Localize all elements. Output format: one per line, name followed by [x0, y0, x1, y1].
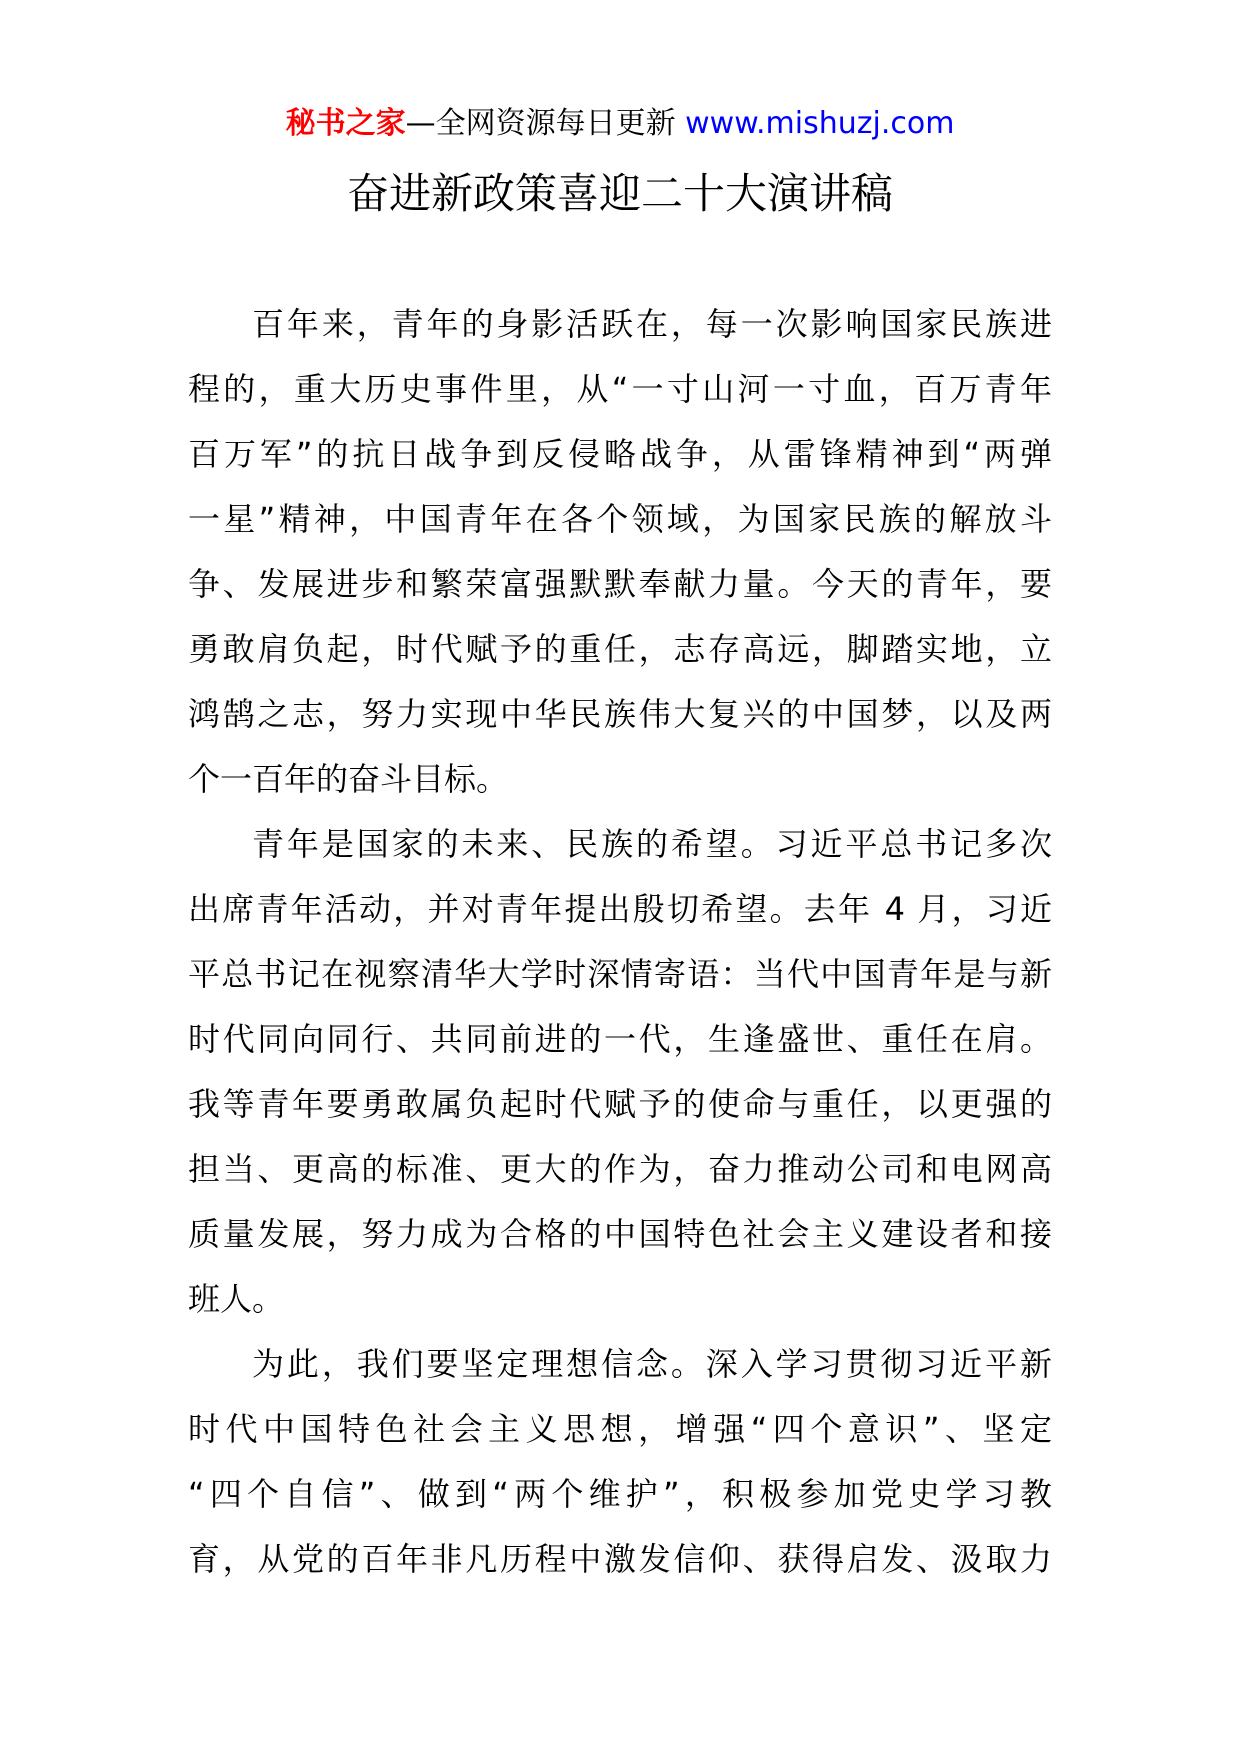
site-header — [0, 100, 1240, 148]
site-tagline: —全网资源每日更新 — [405, 106, 676, 141]
paragraph-2 — [188, 812, 1052, 1332]
text-line: 个一百年的奋斗目标。 — [188, 760, 509, 798]
text-line: 百万军”的抗日战争到反侵略战争，从雷锋精神到“两弹 — [188, 435, 1052, 473]
text-line: 班人。 — [188, 1280, 285, 1318]
text-line: 担当、更高的标准、更大的作为，奋力推动公司和电网高 — [188, 1150, 1052, 1188]
paragraph-1 — [188, 292, 1052, 812]
paragraph-3 — [188, 1332, 1052, 1592]
text-line: 争、发展进步和繁荣富强默默奉献力量。今天的青年，要 — [188, 565, 1052, 603]
text-line: 质量发展，努力成为合格的中国特色社会主义建设者和接 — [188, 1215, 1052, 1253]
text-line: “四个自信”、做到“两个维护”，积极参加党史学习教 — [188, 1475, 1052, 1513]
text-line: 我等青年要勇敢属负起时代赋予的使命与重任，以更强的 — [188, 1085, 1052, 1123]
site-name: 秘书之家 — [285, 106, 406, 141]
text-line: 时代同向同行、共同前进的一代，生逢盛世、重任在肩。 — [188, 1020, 1052, 1058]
document-title: 奋进新政策喜迎二十大演讲稿 — [346, 169, 893, 218]
text-line: 百年来，青年的身影活跃在，每一次影响国家民族进 — [252, 305, 1052, 343]
text-line: 鸿鹄之志，努力实现中华民族伟大复兴的中国梦，以及两 — [188, 695, 1052, 733]
text-line: 程的，重大历史事件里，从“一寸山河一寸血，百万青年 — [188, 370, 1052, 408]
text-line: 时代中国特色社会主义思想，增强“四个意识”、坚定 — [188, 1410, 1052, 1448]
text-line: 一星”精神，中国青年在各个领域，为国家民族的解放斗 — [188, 500, 1052, 538]
document-body — [188, 292, 1052, 1592]
site-url-link[interactable]: www.mishuzj.com — [685, 106, 955, 141]
text-line: 育，从党的百年非凡历程中激发信仰、获得启发、汲取力 — [188, 1540, 1052, 1578]
text-line: 勇敢肩负起，时代赋予的重任，志存高远，脚踏实地，立 — [188, 630, 1052, 668]
text-line: 平总书记在视察清华大学时深情寄语：当代中国青年是与新 — [188, 955, 1052, 993]
text-line: 青年是国家的未来、民族的希望。习近平总书记多次 — [252, 825, 1052, 863]
text-line: 为此，我们要坚定理想信念。深入学习贯彻习近平新 — [252, 1345, 1052, 1383]
text-line: 出席青年活动，并对青年提出殷切希望。去年 4 月，习近 — [188, 890, 1052, 928]
